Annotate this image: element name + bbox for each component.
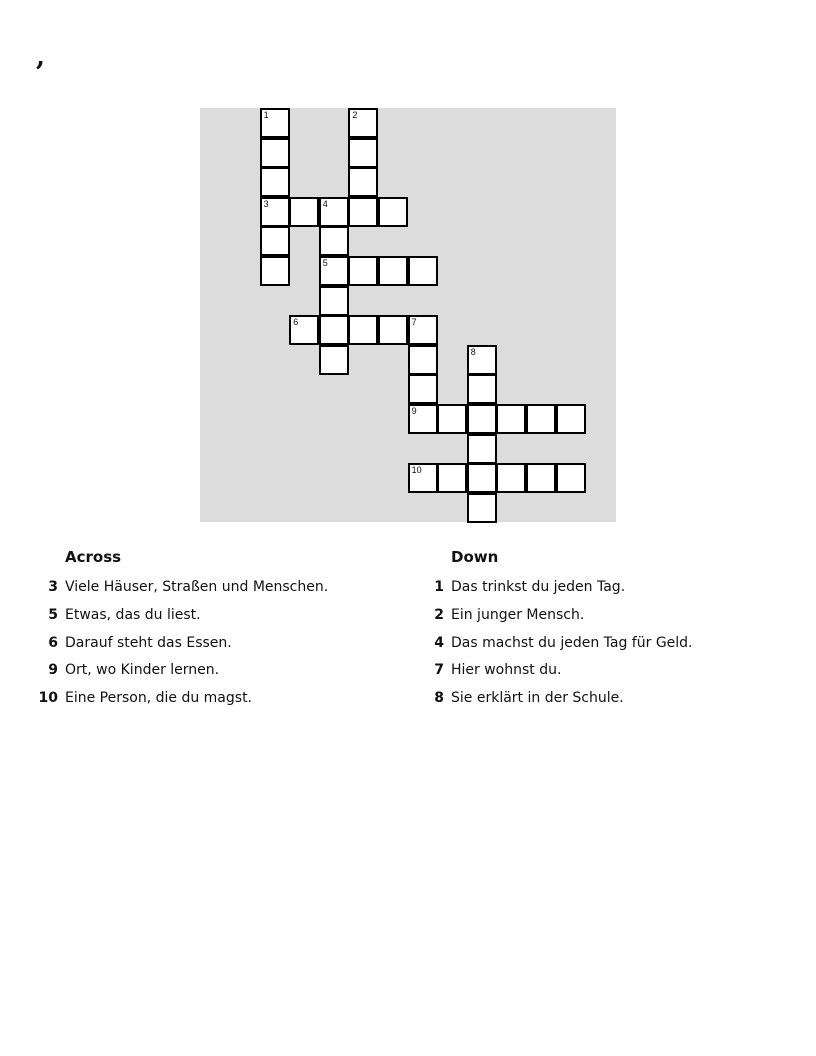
clue-number: 9	[48, 662, 58, 679]
down-clue	[416, 577, 625, 597]
cell-number: 5	[322, 258, 328, 268]
cell-number: 3	[263, 198, 269, 209]
down-clue	[416, 633, 693, 653]
clue-text: Ein junger Mensch.	[451, 606, 585, 623]
clue-number: 2	[434, 606, 444, 623]
across-clue	[30, 633, 232, 653]
header-mark: ,	[36, 42, 46, 72]
cell-number: 9	[411, 406, 417, 416]
down-clue	[416, 688, 624, 708]
cell-number: 2	[352, 110, 358, 120]
crossword-cell[interactable]	[260, 226, 290, 256]
clue-text: Hier wohnst du.	[451, 662, 562, 679]
cell-number: 1	[263, 110, 269, 120]
crossword-cell[interactable]	[348, 315, 378, 345]
crossword-cell[interactable]	[526, 404, 556, 434]
crossword-cell[interactable]	[260, 167, 290, 197]
crossword-cell[interactable]	[378, 315, 408, 345]
crossword-cell[interactable]	[260, 108, 290, 138]
crossword-cell[interactable]	[348, 256, 378, 286]
cell-number: 10	[411, 465, 422, 476]
clue-text: Eine Person, die du magst.	[65, 690, 253, 707]
across-heading: Across	[65, 548, 122, 566]
clue-number: 8	[434, 690, 444, 707]
crossword-cell[interactable]	[319, 256, 349, 286]
crossword-cell[interactable]	[467, 463, 497, 493]
crossword-cell[interactable]	[348, 108, 378, 138]
cell-number: 4	[322, 198, 328, 209]
clue-number: 7	[434, 662, 444, 679]
clue-number: 5	[48, 606, 58, 623]
cell-number: 7	[411, 317, 417, 328]
clue-number: 6	[48, 634, 58, 651]
crossword-cell[interactable]	[260, 256, 290, 286]
crossword-cell[interactable]	[467, 434, 497, 464]
crossword-cell[interactable]	[408, 374, 438, 404]
crossword-cell[interactable]	[289, 197, 319, 227]
crossword-cell[interactable]	[467, 404, 497, 434]
crossword-cell[interactable]	[437, 404, 467, 434]
crossword-cell[interactable]	[348, 167, 378, 197]
clue-text: Darauf steht das Essen.	[65, 634, 232, 651]
crossword-cell[interactable]	[556, 463, 586, 493]
crossword-cell[interactable]	[319, 226, 349, 256]
crossword-cell[interactable]	[467, 493, 497, 523]
crossword-cell[interactable]	[319, 286, 349, 316]
crossword-cell[interactable]	[348, 197, 378, 227]
crossword-cell[interactable]	[467, 345, 497, 375]
crossword-cell[interactable]	[408, 345, 438, 375]
clue-text: Das trinkst du jeden Tag.	[451, 579, 626, 595]
clue-text: Sie erklärt in der Schule.	[451, 690, 624, 707]
down-heading: Down	[451, 548, 499, 566]
across-clue	[30, 577, 328, 597]
across-clue	[30, 605, 201, 625]
across-clue	[30, 660, 219, 680]
crossword-cell[interactable]	[408, 315, 438, 345]
clue-text: Etwas, das du liest.	[65, 606, 201, 623]
across-clue	[30, 688, 252, 708]
crossword-cell[interactable]	[437, 463, 467, 493]
down-clue	[416, 660, 561, 680]
cell-number: 6	[293, 317, 299, 328]
crossword-cell[interactable]	[319, 197, 349, 227]
clue-number: 1	[434, 579, 444, 595]
crossword-cell[interactable]	[408, 256, 438, 286]
down-clue	[416, 605, 584, 625]
crossword-cell[interactable]	[348, 138, 378, 168]
crossword-cell[interactable]	[260, 197, 290, 227]
clue-text: Das machst du jeden Tag für Geld.	[451, 634, 693, 651]
crossword-cell[interactable]	[496, 404, 526, 434]
crossword-cell[interactable]	[260, 138, 290, 168]
clue-number: 3	[48, 579, 58, 595]
crossword-cell[interactable]	[526, 463, 556, 493]
crossword-cell[interactable]	[289, 315, 319, 345]
clue-number: 10	[38, 690, 58, 707]
crossword-cell[interactable]	[408, 404, 438, 434]
crossword-grid	[200, 108, 616, 522]
crossword-cell[interactable]	[467, 374, 497, 404]
crossword-cell[interactable]	[378, 197, 408, 227]
crossword-cell[interactable]	[496, 463, 526, 493]
crossword-cell[interactable]	[378, 256, 408, 286]
crossword-cell[interactable]	[319, 345, 349, 375]
crossword-cell[interactable]	[319, 315, 349, 345]
clue-number: 4	[434, 634, 444, 651]
crossword-cell[interactable]	[556, 404, 586, 434]
crossword-cell[interactable]	[408, 463, 438, 493]
clue-text: Ort, wo Kinder lernen.	[65, 662, 220, 679]
clue-text: Viele Häuser, Straßen und Menschen.	[65, 579, 329, 595]
cell-number: 8	[470, 346, 476, 357]
